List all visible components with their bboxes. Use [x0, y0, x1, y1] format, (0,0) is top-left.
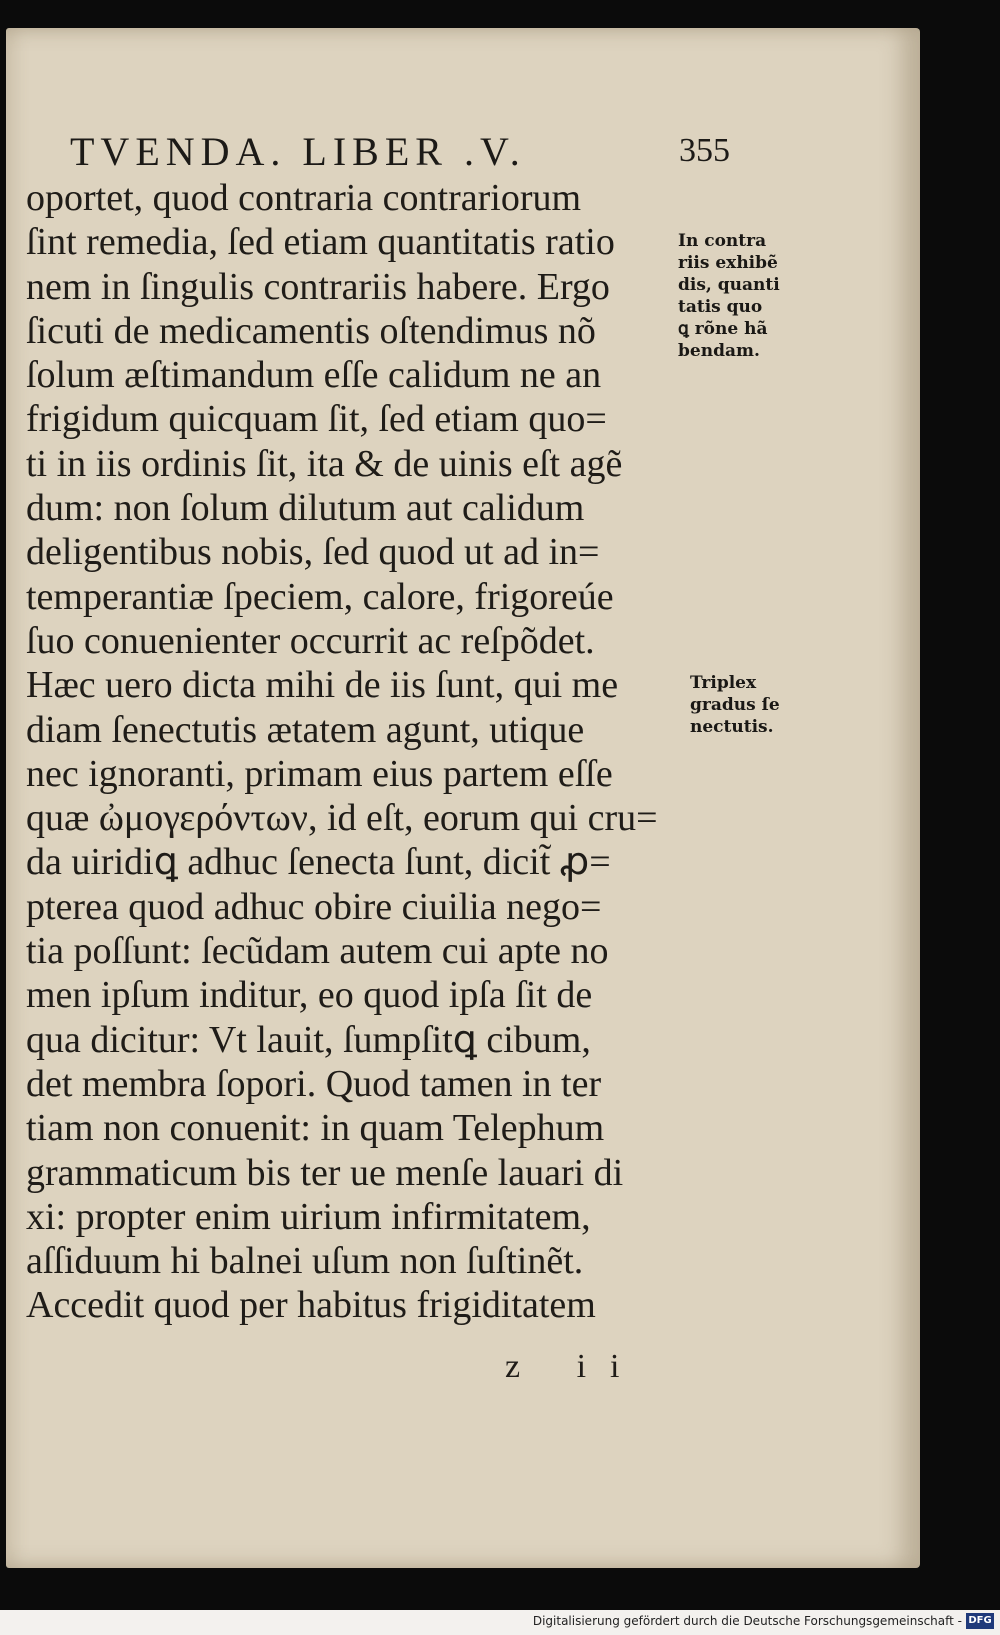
text-line: aſſiduum hi balnei uſum non ſuſtinẽt.	[26, 1240, 584, 1283]
text-line: xi: propter enim uirium infirmitatem,	[26, 1195, 591, 1238]
text-line: grammaticum bis ter ue menſe lauari di	[26, 1151, 624, 1194]
text-line: dum: non ſolum dilutum aut calidum	[26, 487, 585, 530]
text-line: ſuo conuenienter occurrit ac reſpõdet.	[26, 619, 595, 662]
running-head	[70, 128, 730, 176]
marginal-line: Triplex	[690, 673, 757, 693]
marginal-line: dis, quanti	[678, 275, 780, 295]
text-line: Accedit quod per habitus frigiditatem	[26, 1284, 596, 1327]
text-line: qua dicitur: Vt lauit, ſumpſitꝗ cibum,	[26, 1018, 591, 1061]
text-line: oportet, quod contraria contrariorum	[26, 177, 582, 219]
text-line: quæ ὠμογερόντων, id eſt, eorum qui cru=	[26, 797, 658, 840]
footer-strip	[0, 1610, 1000, 1635]
text-line: tiam non conuenit: in quam Telephum	[26, 1107, 605, 1150]
running-head-title: TVENDA. LIBER .V.	[70, 129, 526, 174]
text-line: men ipſum inditur, eo quod ipſa ſit de	[26, 974, 593, 1017]
marginal-line: In contra	[678, 231, 767, 251]
text-line: ſicuti de medicamentis oſtendimus nõ	[26, 309, 596, 352]
text-line: nec ignoranti, primam eius partem eſſe	[26, 752, 613, 795]
text-line: nem in ſingulis contrariis habere. Ergo	[26, 265, 610, 308]
marginal-line: gradus ſe	[690, 695, 780, 715]
marginal-line: tatis quo	[678, 297, 763, 317]
text-line: Hæc uero dicta mihi de iis ſunt, qui me	[26, 664, 619, 707]
marginal-note-triplex	[690, 672, 780, 738]
text-line: diam ſenectutis ætatem agunt, utique	[26, 708, 585, 751]
text-line: ſolum æſtimandum eſſe calidum ne an	[26, 354, 602, 397]
text-line: ti in iis ordinis ſit, ita & de uinis eſt agẽ	[26, 442, 623, 485]
text-line: da uiridiꝗ adhuc ſenecta ſunt, dicit̃ ꝓ=	[26, 841, 611, 884]
digitization-credit: Digitalisierung gefördert durch die Deutsche Forschungsgemeinschaft -	[532, 1614, 962, 1628]
marginal-line: bendam.	[678, 341, 760, 361]
text-line: ſint remedia, ſed etiam quantitatis ratio	[26, 221, 615, 264]
text-line: frigidum quicquam ſit, ſed etiam quo=	[26, 398, 607, 441]
text-line: deligentibus nobis, ſed quod ut ad in=	[26, 531, 600, 574]
marginal-line: riis exhibẽ	[678, 253, 778, 273]
page-number: 355	[679, 132, 730, 169]
signature-mark: z ii	[505, 1348, 644, 1385]
main-text-block	[26, 176, 686, 1328]
dfg-logo: DFG	[966, 1613, 994, 1629]
text-line: det membra ſopori. Quod tamen in ter	[26, 1062, 602, 1105]
marginal-line: ꝗ rõne hã	[678, 319, 768, 339]
marginal-line: nectutis.	[690, 717, 774, 737]
text-line: temperantiæ ſpeciem, calore, frigoreúe	[26, 575, 614, 618]
marginal-note-contrariis	[678, 230, 780, 362]
text-line: pterea quod adhuc obire ciuilia nego=	[26, 885, 602, 928]
text-line: tia poſſunt: ſecũdam autem cui apte no	[26, 930, 609, 973]
